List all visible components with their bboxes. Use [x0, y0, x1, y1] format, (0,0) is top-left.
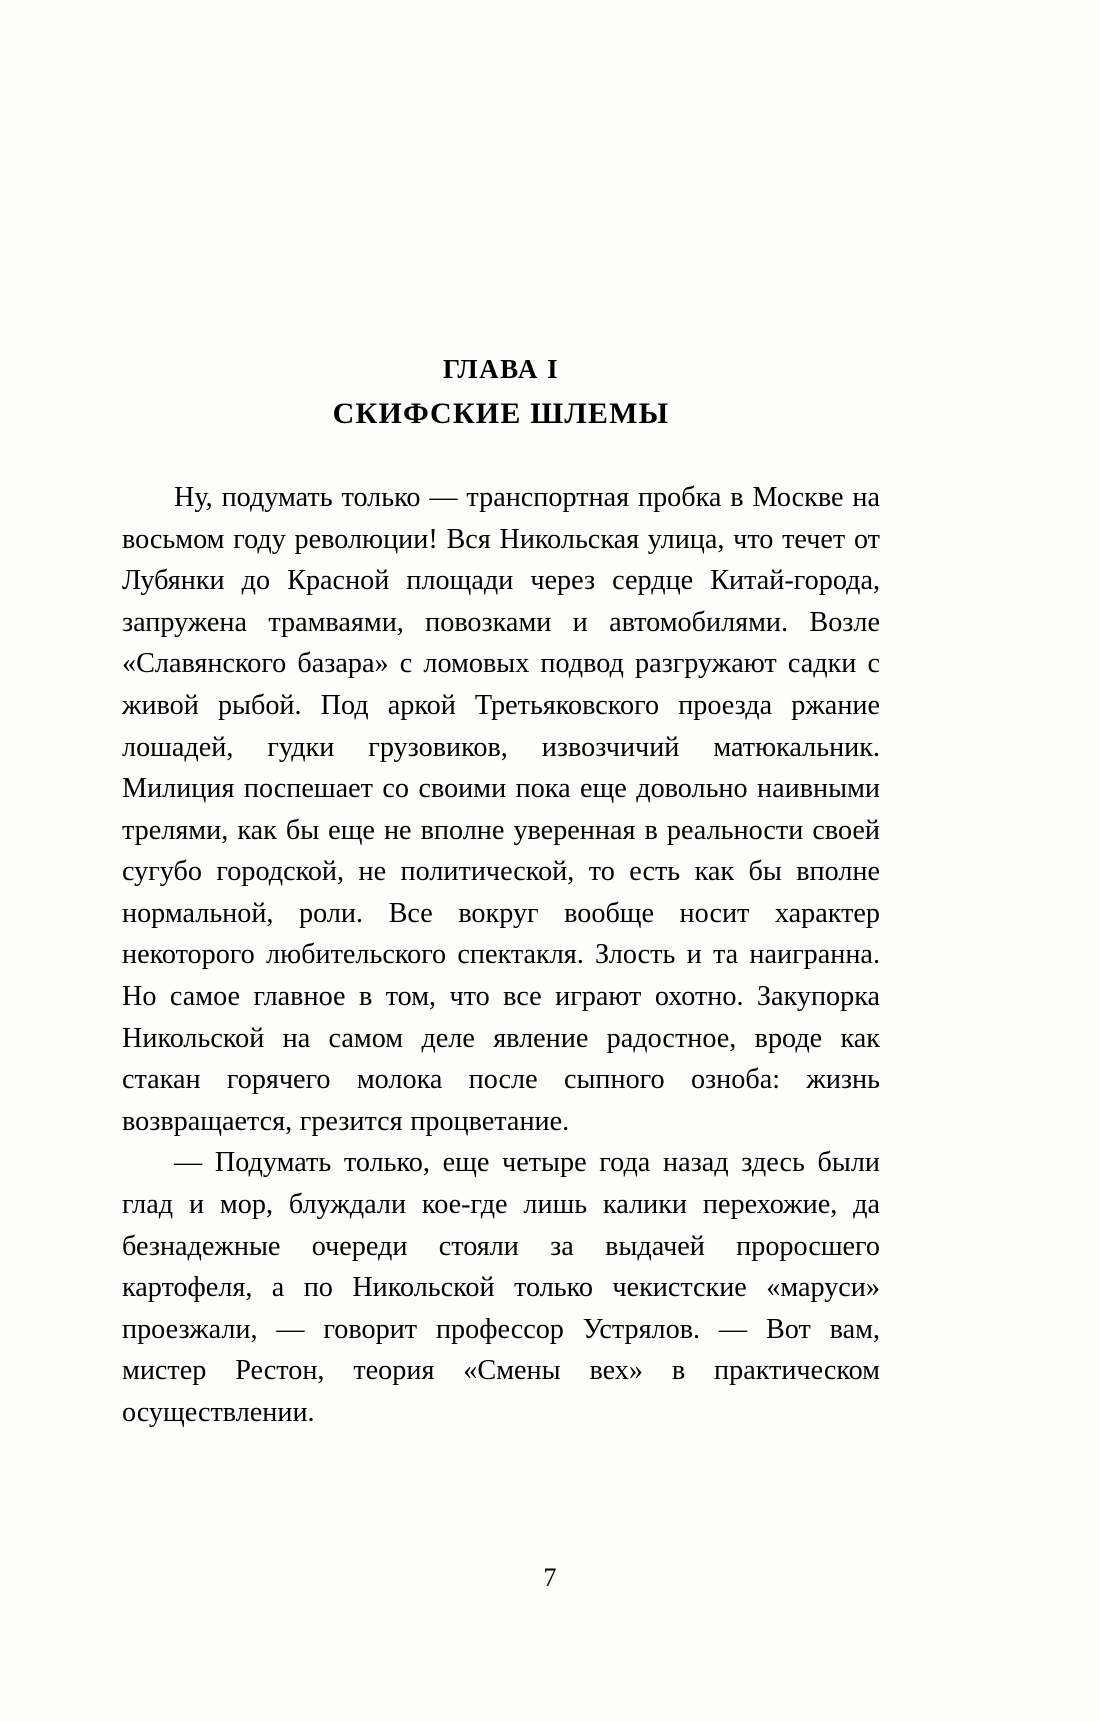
paragraph: Ну, подумать только — транспортная пробка в Москве на восьмом году революции! Вся Никольская улица, что течет от Лубянки до Красной площади через сердце Китай-города, запружена трамваями, повозками и автомобилями. Возле «Славянского базара» с ломовых подвод разгружают садки с живой рыбой. Под аркой Третьяковского проезда ржание лошадей, гудки грузовиков, извозчичий матюкальник. Милиция поспешает со своими пока еще довольно наивными трелями, как бы еще не вполне уверенная в реальности своей сугубо городской, не политической, то есть как бы вполне нормальной, роли. Все вокруг вообще носит характер некоторого любительского спектакля. Злость и та наигранна. Но самое главное в том, что все играют охотно. Закупорка Никольской на самом деле явление радостное, вроде как стакан горячего молока после сыпного озноба: жизнь возвращается, грезится процветание.: [122, 481, 880, 1137]
chapter-heading: [122, 352, 880, 433]
page-text-block: [122, 352, 880, 1434]
chapter-number: ГЛАВА I: [442, 354, 560, 384]
chapter-title: СКИФСКИЕ ШЛЕМЫ: [332, 396, 670, 430]
page-number: 7: [543, 1563, 557, 1592]
paragraph: — Подумать только, еще четыре года назад здесь были глад и мор, блуждали кое-где лишь калики перехожие, да безнадежные очереди стояли за выдачей проросшего картофеля, а по Никольской только чекистские «маруси» проезжали, — говорит профессор Устрялов. — Вот вам, мистер Рестон, теория «Смены вех» в практическом осуществлении.: [122, 1147, 880, 1428]
body-text: [122, 477, 880, 1434]
